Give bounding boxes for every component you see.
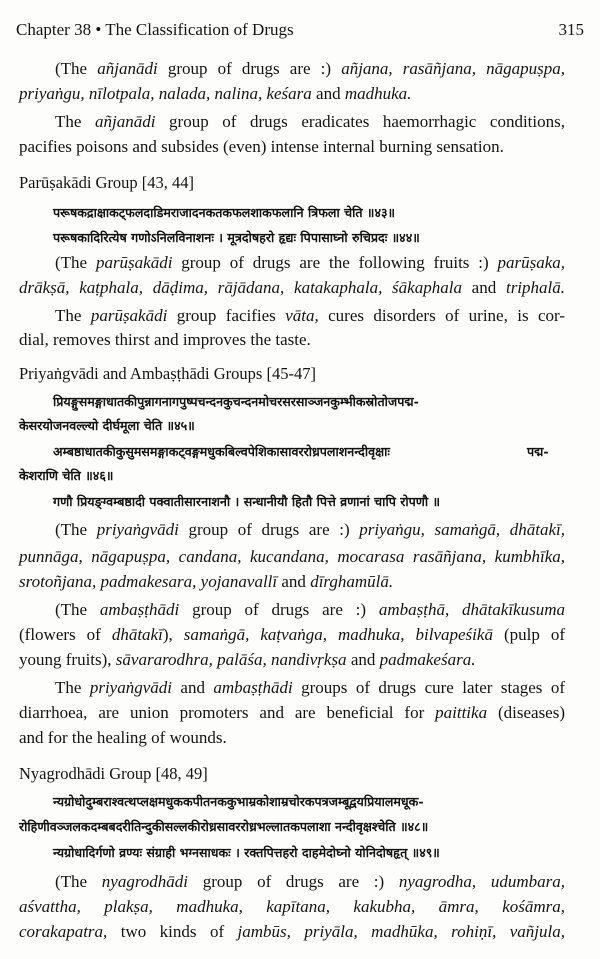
text-line bbox=[19, 922, 565, 942]
italic-term: vāta, bbox=[285, 306, 319, 325]
text-line bbox=[19, 650, 475, 670]
text-line bbox=[19, 330, 311, 350]
italic-term: priyaṅgvādi bbox=[89, 678, 172, 697]
text-run: pacifies poisons and subsides (even) intense internal burning sensation. bbox=[19, 137, 504, 156]
italic-term: srotoñjana, padmakesara, yojanavallī bbox=[19, 572, 278, 591]
text-run: The bbox=[55, 112, 96, 131]
section-heading bbox=[19, 364, 316, 384]
text-line bbox=[55, 872, 565, 892]
text-line bbox=[55, 678, 565, 698]
italic-term: samaṅgā, kaṭvaṅga, madhuka, bilvapeśikā bbox=[183, 625, 493, 644]
text-line bbox=[55, 59, 565, 79]
italic-term: ambaṣṭhā, dhātakīkusuma bbox=[378, 600, 565, 619]
sanskrit-line bbox=[53, 844, 440, 861]
italic-term: jambūs, priyāla, madhūka, rohiṇī, vañjula, bbox=[237, 922, 566, 941]
italic-term: aśvattha, plakṣa, madhuka, kapītana, kakubha, āmra, kośāmra, bbox=[19, 897, 565, 916]
text-line bbox=[19, 278, 565, 298]
text-run: and bbox=[172, 678, 214, 697]
italic-term: nyagrodha, udumbara, bbox=[398, 872, 565, 891]
text-line bbox=[19, 625, 565, 645]
text-run: and bbox=[311, 84, 345, 103]
text-run: (The bbox=[55, 253, 96, 272]
text-line bbox=[19, 547, 565, 567]
text-run: and bbox=[346, 650, 380, 669]
italic-term: dīrghamūlā. bbox=[310, 572, 394, 591]
text-line bbox=[55, 306, 565, 326]
text-line bbox=[19, 137, 504, 157]
text-run: groups of drugs cure later stages of bbox=[292, 678, 565, 697]
text-line bbox=[55, 520, 565, 540]
chapter-heading bbox=[16, 20, 294, 40]
chapter-label: Chapter 38 bbox=[16, 20, 92, 39]
text-run: group facifies bbox=[167, 306, 286, 325]
italic-term: añjana, rasāñjana, nāgapuṣpa, bbox=[341, 59, 566, 78]
text-run: केशराणि चेति ॥४६॥ bbox=[19, 468, 114, 483]
text-line bbox=[19, 728, 227, 748]
page-number: 315 bbox=[558, 20, 584, 39]
text-run: group of drugs are :) bbox=[178, 520, 360, 539]
text-line bbox=[55, 253, 565, 273]
italic-term: dhātakī bbox=[111, 625, 163, 644]
text-run: परूषकद्राक्षाकट्फलदाडिमराजादनकतकफलशाकफलानि त्रिफला चेति ॥४३॥ bbox=[53, 205, 396, 220]
text-run: and bbox=[461, 278, 506, 297]
text-run: गणौ प्रियङ्ग्वम्बष्ठादी पक्वातीसारनाशनौ । सन्धानीयौ हितौ पित्ते व्रणानां चापि रोपणौ ॥ bbox=[53, 494, 441, 509]
italic-term: nyagrodhādi bbox=[101, 872, 189, 891]
text-run: group of drugs are :) bbox=[179, 600, 379, 619]
italic-term: añjanādi bbox=[95, 112, 156, 131]
sanskrit-line bbox=[19, 818, 428, 835]
chapter-title: The Classification of Drugs bbox=[105, 20, 294, 39]
text-run: (The bbox=[55, 600, 100, 619]
text-run: Nyagrodhādi Group [48, 49] bbox=[19, 764, 208, 783]
text-run: cures disorders of urine, is cor- bbox=[318, 306, 565, 325]
text-run: group of drugs eradicates haemorrhagic conditions, bbox=[155, 112, 565, 131]
text-line bbox=[19, 572, 393, 592]
text-line bbox=[55, 600, 565, 620]
text-run: The bbox=[55, 678, 90, 697]
text-run: (The bbox=[55, 520, 97, 539]
italic-term: padmakeśara. bbox=[379, 650, 476, 669]
text-run: group of drugs are :) bbox=[188, 872, 399, 891]
italic-term: priyaṅgu, samaṅgā, dhātakī, bbox=[359, 520, 565, 539]
text-line bbox=[55, 112, 565, 132]
text-run: (pulp of bbox=[492, 625, 566, 644]
text-run: dial, removes thirst and improves the taste. bbox=[19, 330, 311, 349]
sanskrit-line bbox=[19, 467, 113, 484]
text-line bbox=[19, 703, 565, 723]
text-run: Priyaṅgvādi and Ambaṣṭhādi Groups [45-47] bbox=[19, 364, 316, 383]
italic-term: parūṣaka, bbox=[497, 253, 566, 272]
text-line bbox=[19, 897, 565, 917]
italic-term: punnāga, nāgapuṣpa, candana, kucandana, mocarasa rasāñjana, kumbhīka, bbox=[19, 547, 565, 566]
text-run: प्रियङ्गुसमङ्गाधातकीपुन्नागनागपुष्पचन्दनकुचन्दनमोचरसरसाञ्जनकुम्भीकस्रोतोजपद्म- bbox=[53, 394, 419, 409]
italic-term: sāvararodhra, palāśa, nandivṛkṣa bbox=[115, 650, 347, 669]
running-header bbox=[16, 20, 584, 44]
text-run: अम्बष्ठाधातकीकुसुमसमङ्गाकट्वङ्गमधुकबिल्वपेशिकासावररोध्रपलाशनन्दीवृक्षाः bbox=[53, 444, 390, 459]
section-heading bbox=[19, 173, 194, 193]
text-run: diarrhoea, are union promoters and are beneficial for bbox=[19, 703, 436, 722]
sanskrit-line bbox=[53, 204, 395, 221]
italic-term: añjanādi bbox=[97, 59, 158, 78]
italic-term: corakapatra, bbox=[19, 922, 108, 941]
sanskrit-line bbox=[53, 443, 549, 460]
text-run: (The bbox=[55, 872, 102, 891]
text-run: young fruits), bbox=[19, 650, 116, 669]
text-run: and bbox=[277, 572, 311, 591]
text-run: group of drugs are the following fruits :) bbox=[172, 253, 498, 272]
text-run: न्यग्रोधादिर्गणो व्रण्यः संग्राही भग्नसाधकः । रक्तपित्तहरो दाहमेदोघ्नो योनिदोषहृत् ॥४९॥ bbox=[53, 845, 440, 860]
text-run: (flowers of bbox=[19, 625, 112, 644]
bullet-separator: • bbox=[95, 20, 102, 39]
italic-term: ambaṣṭhādi bbox=[213, 678, 293, 697]
text-run: केसरयोजनवल्ल्यो दीर्घमूला चेति ॥४५॥ bbox=[19, 418, 195, 433]
text-run: group of drugs are :) bbox=[157, 59, 342, 78]
text-line bbox=[19, 84, 411, 104]
text-run: न्यग्रोधोदुम्बराश्वत्थप्लक्षमधुककपीतनककुभाम्रकोशाम्रचोरकपत्रजम्बूद्वयप्रियालमधूक- bbox=[53, 794, 424, 809]
text-run: (diseases) bbox=[487, 703, 566, 722]
italic-term: madhuka. bbox=[344, 84, 412, 103]
sanskrit-line bbox=[53, 493, 440, 510]
sanskrit-line bbox=[53, 793, 424, 810]
text-run: परूषकादिरित्येष गणोऽनिलविनाशनः । मूत्रदोषहरो हृद्यः पिपासाघ्नो रुचिप्रदः ॥४४॥ bbox=[53, 230, 420, 245]
italic-term: paittika bbox=[435, 703, 488, 722]
text-run: रोहिणीवञ्जलकदम्बबदरीतिन्दुकीसल्लकीरोध्रसावररोध्रभल्लातकपलाशा नन्दीवृक्षश्चेति ॥४८॥ bbox=[19, 819, 429, 834]
text-run: The bbox=[55, 306, 91, 325]
text-run: (The bbox=[55, 59, 98, 78]
sanskrit-line bbox=[19, 417, 195, 434]
section-heading bbox=[19, 764, 208, 784]
italic-term: parūṣakādi bbox=[90, 306, 168, 325]
sanskrit-line bbox=[53, 229, 420, 246]
text-run: ), bbox=[162, 625, 184, 644]
italic-term: triphalā. bbox=[505, 278, 566, 297]
text-run: Parūṣakādi Group [43, 44] bbox=[19, 173, 195, 192]
italic-term: priyaṅgu, nīlotpala, nalada, nalina, keśara bbox=[19, 84, 312, 103]
italic-term: priyaṅgvādi bbox=[96, 520, 179, 539]
italic-term: drākṣā, kaṭphala, dāḍima, rājādana, katakaphala, śākaphala bbox=[19, 278, 462, 297]
sanskrit-line bbox=[53, 393, 419, 410]
italic-term: parūṣakādi bbox=[95, 253, 173, 272]
text-run: and for the healing of wounds. bbox=[19, 728, 227, 747]
italic-term: ambaṣṭhādi bbox=[99, 600, 180, 619]
line-continuation: पद्म- bbox=[527, 444, 549, 459]
text-run: two kinds of bbox=[107, 922, 238, 941]
